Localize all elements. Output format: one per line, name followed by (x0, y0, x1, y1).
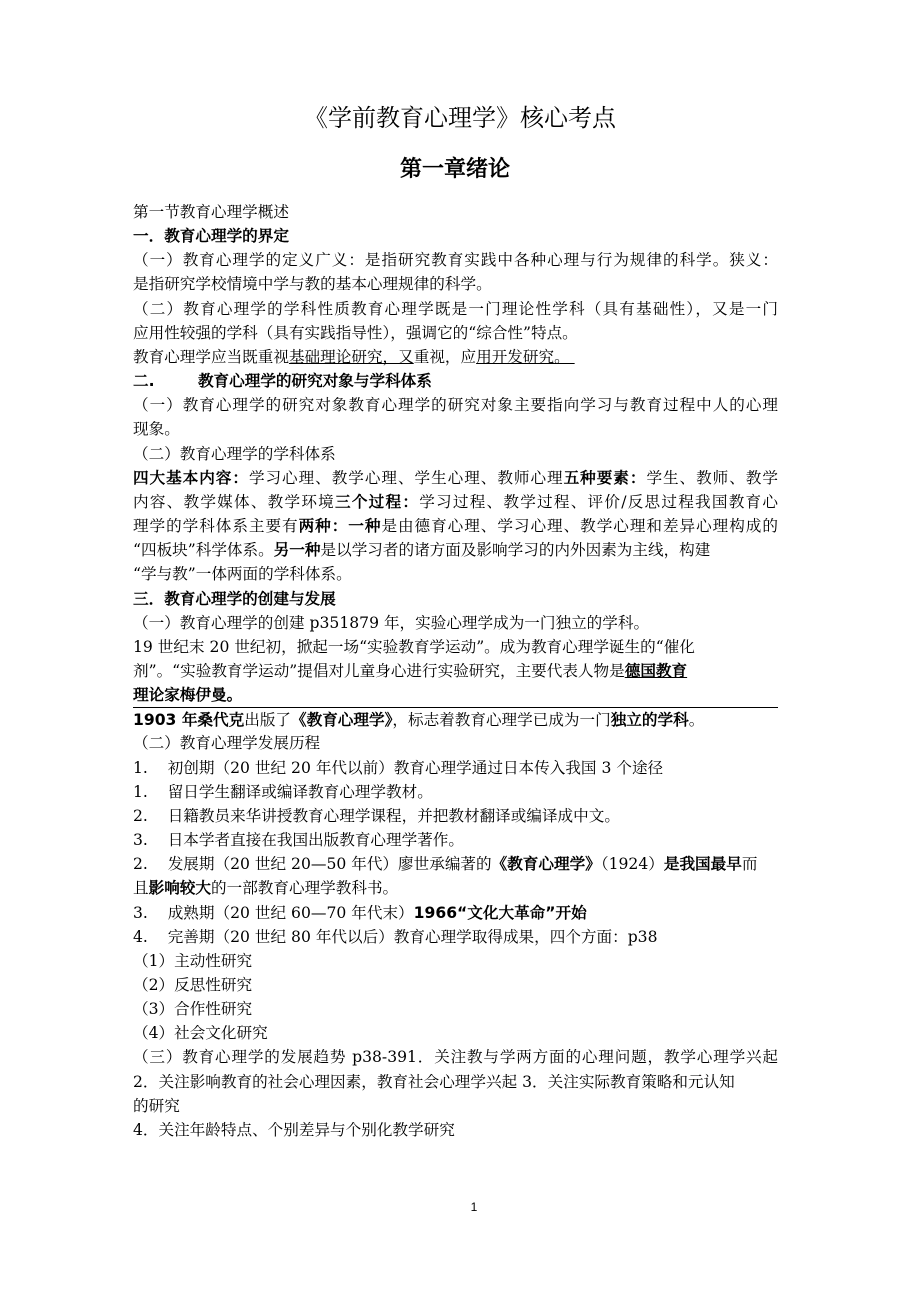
text-segment: （3）合作性研究 (133, 1000, 253, 1019)
text-line (133, 731, 778, 755)
text-segment: 第一节教育心理学概述 (133, 203, 289, 221)
text-segment: “学与教”一体两面的学科体系。 (133, 565, 352, 584)
text-line (133, 707, 778, 731)
text-line (133, 804, 778, 828)
text-segment: 教育心理学应当既重视 (133, 347, 289, 366)
bold-text: 德国教育 (624, 661, 688, 680)
text-segment: （4）社会文化研究 (133, 1024, 268, 1043)
text-segment: 。 (688, 711, 705, 730)
text-segment: （1924） (600, 855, 664, 874)
text-line (133, 901, 778, 925)
text-segment: 2. 日籍教员来华讲授教育心理学课程，并把教材翻译或编译成中文。 (133, 806, 620, 825)
text-segment: 是由德育心理、学习心理、教学心理和差异心理构成的 (381, 517, 778, 536)
text-segment: 应用性较强的学科（具有实践指导性），强调它的“综合性”特点。 (133, 323, 578, 342)
bold-text: 另一种 (273, 541, 321, 560)
text-line (133, 200, 778, 224)
text-segment: 学习心理、教学心理、学生心理、教师心理 (248, 468, 564, 487)
text-segment: （二）教育心理学的学科体系 (133, 444, 336, 463)
text-segment: 内容、教学媒体、教学环境 (133, 492, 336, 511)
text-segment: （三）教育心理学的发展趋势 p38-391．关注教与学两方面的心理问题，教学心理学兴起 (133, 1048, 778, 1067)
text-line (133, 466, 778, 490)
bold-text: 独立的学科 (610, 711, 689, 730)
text-line (133, 949, 778, 973)
text-segment: 1. 初创期（20 世纪 20 年代以前）教育心理学通过日本传入我国 3 个途径 (133, 758, 664, 777)
text-line (133, 587, 778, 611)
text-line (133, 393, 778, 417)
bold-text: 1966“文化大革命”开始 (413, 903, 587, 922)
bold-text: 四大基本内容： (133, 468, 249, 487)
text-line (133, 780, 778, 804)
text-segment: 是指研究学校情境中学与教的基本心理规律的科学。 (133, 275, 492, 294)
bold-text: 《教育心理学》 (291, 711, 393, 730)
text-segment: 19 世纪末 20 世纪初，掀起一场“实验教育学运动”。成为教育心理学诞生的“催化 (133, 637, 695, 656)
text-segment: （一）教育心理学的定义广义：是指研究教育实践中各种心理与行为规律的科学。狭义： (133, 251, 778, 270)
text-segment: 出版了 (244, 711, 292, 730)
bold-text: 《教育心理学》 (491, 855, 601, 874)
text-segment: （一）教育心理学的研究对象教育心理学的研究对象主要指向学习与教育过程中人的心理 (133, 396, 778, 415)
text-segment: 学生、教师、教学 (646, 468, 778, 487)
text-segment: 1. 留日学生翻译或编译教育心理学教材。 (133, 782, 433, 801)
text-line (133, 538, 778, 562)
text-line (133, 876, 778, 900)
text-line (133, 345, 778, 369)
text-line (133, 1045, 778, 1069)
text-line (133, 248, 778, 272)
text-segment: 2．关注影响教育的社会心理因素，教育社会心理学兴起 3．关注实际教育策略和元认知 (133, 1072, 735, 1091)
text-line (133, 683, 778, 707)
bold-text: 一．教育心理学的界定 (133, 227, 289, 246)
text-line (133, 321, 778, 345)
text-segment: 3. 成熟期（20 世纪 60—70 年代末） (133, 903, 414, 922)
text-line (133, 925, 778, 949)
text-segment: ，标志着教育心理学已成为一门 (392, 711, 611, 730)
chapter-heading: 第一章绪论 (399, 156, 510, 182)
bold-text: 三个过程： (335, 492, 420, 511)
text-line (133, 611, 778, 635)
text-line (133, 442, 778, 466)
text-segment: 学习过程、教学过程、评价/反思过程我国教育心 (419, 492, 778, 511)
bold-text: 影响较大 (148, 879, 211, 898)
underlined-text: 用开发研究。 (476, 347, 575, 366)
text-line (133, 417, 778, 441)
text-segment: 4. 完善期（20 世纪 80 年代以后）教育心理学取得成果，四个方面：p38 (133, 927, 658, 946)
bold-text: 三．教育心理学的创建与发展 (133, 589, 336, 608)
text-segment: 理学的学科体系主要有 (133, 517, 299, 536)
text-line (133, 297, 778, 321)
text-segment: 且 (133, 879, 149, 898)
document-body (133, 200, 778, 1142)
text-segment: 的一部教育心理学教科书。 (211, 879, 399, 898)
text-line (133, 1021, 778, 1045)
text-line (133, 997, 778, 1021)
text-line (133, 490, 778, 514)
text-segment: （2）反思性研究 (133, 976, 253, 994)
text-line (133, 659, 778, 683)
text-line (133, 635, 778, 659)
text-segment: 现象。 (133, 420, 180, 439)
text-line (133, 828, 778, 852)
text-line (133, 756, 778, 780)
text-line (133, 1094, 778, 1118)
page-number: 1 (470, 1200, 478, 1214)
bold-text: 是我国最早 (663, 855, 742, 874)
document-title: 《学前教育心理学》核心考点 (304, 104, 616, 132)
text-segment: （1）主动性研究 (133, 951, 253, 970)
bold-text: 五种要素： (563, 468, 647, 487)
bold-text: 二. 教育心理学的研究对象与学科体系 (133, 372, 432, 391)
text-segment: 3. 日本学者直接在我国出版教育心理学著作。 (133, 831, 464, 850)
text-line (133, 369, 778, 393)
bold-text: 两种：一种 (298, 517, 382, 536)
text-line (133, 973, 778, 997)
text-segment: 剂”。“实验教育学运动”提倡对儿童身心进行实验研究，主要代表人物是 (133, 661, 625, 680)
bold-text: 理论家梅伊曼。 (133, 686, 243, 705)
text-line (133, 562, 778, 586)
text-segment: 是以学习者的诸方面及影响学习的内外因素为主线，构建 (320, 541, 711, 560)
text-line (133, 224, 778, 248)
text-segment: 而 (741, 855, 758, 874)
text-line (133, 852, 778, 876)
text-segment: （一）教育心理学的创建 p351879 年，实验心理学成为一门独立的学科。 (133, 613, 650, 632)
text-segment: 4．关注年龄特点、个别差异与个别化教学研究 (133, 1120, 455, 1139)
text-line (133, 1070, 778, 1094)
text-segment: 重视，应 (413, 347, 477, 366)
text-segment: （二）教育心理学发展历程 (133, 734, 321, 753)
text-line (133, 514, 778, 538)
bold-text: 1903 年桑代克 (133, 711, 245, 730)
text-segment: “四板块”科学体系。 (133, 541, 274, 560)
text-line (133, 1118, 778, 1142)
text-line (133, 272, 778, 296)
text-segment: 2. 发展期（20 世纪 20—50 年代）廖世承编著的 (133, 855, 492, 874)
underlined-text: 基础理论研究，又 (288, 347, 414, 366)
text-segment: （二）教育心理学的学科性质教育心理学既是一门理论性学科（具有基础性），又是一门 (133, 299, 778, 318)
text-segment: 的研究 (133, 1096, 180, 1115)
